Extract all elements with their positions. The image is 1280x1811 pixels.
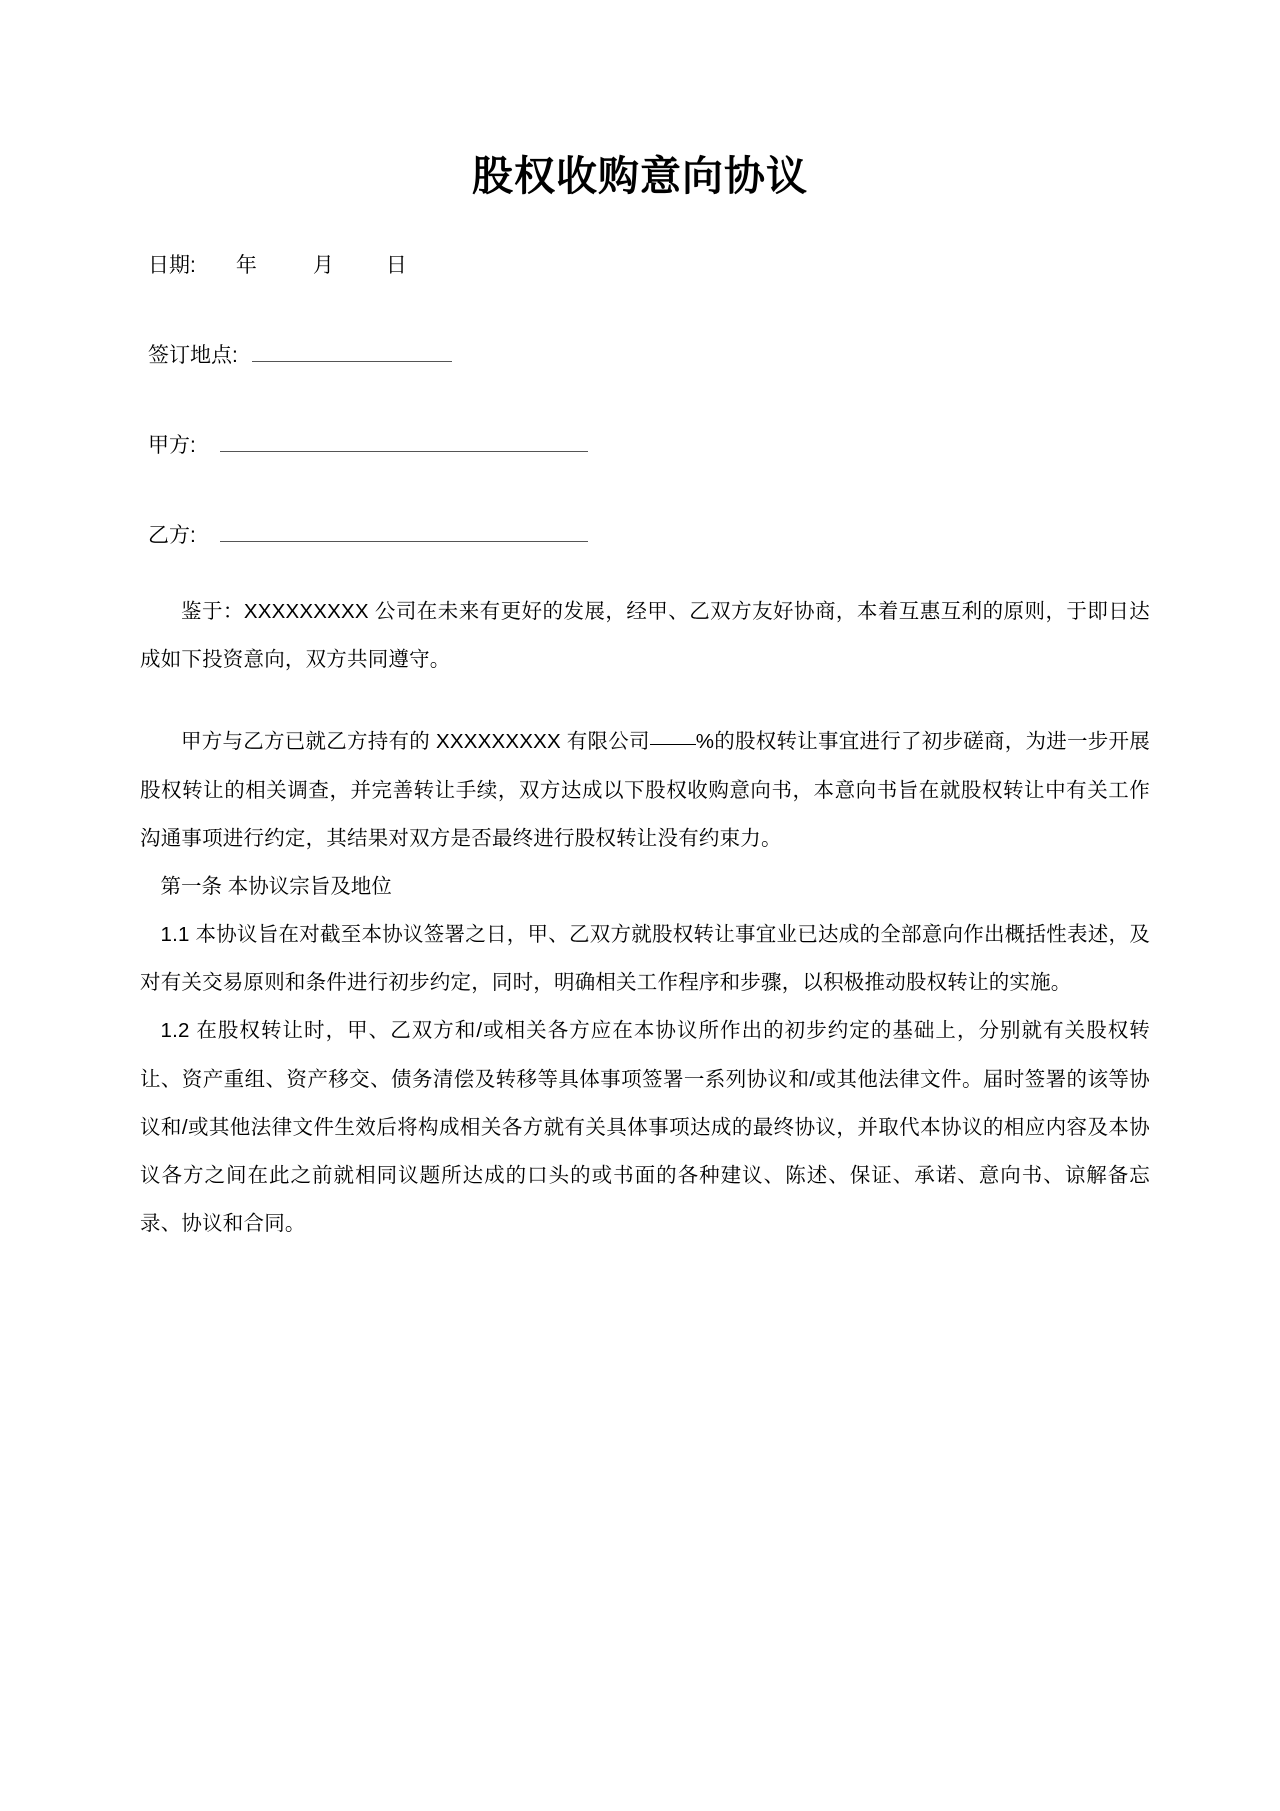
equity-percentage-input[interactable] (650, 743, 696, 745)
page-title: 股权收购意向协议 (472, 153, 808, 199)
signing-place-input[interactable] (252, 360, 452, 362)
clause-1-1: 1.1 本协议旨在对截至本协议签署之日，甲、乙双方就股权转让事宜业已达成的全部意向作出概括性表述，及对有关交易原则和条件进行初步约定，同时，明确相关工作程序和步骤，以积极推动股权转让的实施。 (140, 923, 1150, 995)
date-year-label: 年 (235, 254, 257, 277)
party-b-row (140, 525, 1140, 546)
signing-place-row (140, 345, 1140, 366)
party-a-input[interactable] (220, 450, 588, 452)
date-label: 日期: (148, 254, 196, 277)
preamble-paragraph-1: 鉴于：XXXXXXXXX 公司在未来有更好的发展，经甲、乙双方友好协商，本着互惠互利的原则，于即日达成如下投资意向，双方共同遵守。 (140, 600, 1150, 672)
party-b-input[interactable] (220, 540, 588, 542)
preamble-paragraph-2 (140, 718, 1150, 863)
party-a-label: 甲方: (148, 434, 196, 457)
preamble-paragraph-2-head: 甲方与乙方已就乙方持有的 XXXXXXXXX 有限公司 (181, 730, 650, 754)
party-b-label: 乙方: (148, 524, 196, 547)
date-row (140, 255, 1140, 276)
signing-place-label: 签订地点: (148, 344, 238, 367)
party-a-row (140, 435, 1140, 456)
clause-1-2: 1.2 在股权转让时，甲、乙双方和/或相关各方应在本协议所作出的初步约定的基础上，分别就有关股权转让、资产重组、资产移交、债务清偿及转移等具体事项签署一系列协议和/或其他法律文件。届时签署的该等协议和/或其他法律文件生效后将构成相关各方就有关具体事项达成的最终协议，并取代本协议的相应内容及本协议各方之间在此之前就相同议题所达成的口头的或书面的各种建议、陈述、保证、承诺、意向书、谅解备忘录、协议和合同。 (140, 1019, 1150, 1236)
agreement-form-fields (140, 255, 1140, 546)
date-day-label: 日 (385, 254, 407, 277)
document-body (140, 588, 1150, 1248)
date-month-label: 月 (312, 254, 334, 277)
preamble-paragraph-2-tail: %的股权转让事宜进行了初步磋商，为进一步开展股权转让的相关调查，并完善转让手续，双方达成以下股权收购意向书，本意向书旨在就股权转让中有关工作沟通事项进行约定，其结果对双方是否最终进行股权转让没有约束力。 (140, 730, 1150, 850)
section-one-heading: 第一条 本协议宗旨及地位 (160, 874, 392, 898)
